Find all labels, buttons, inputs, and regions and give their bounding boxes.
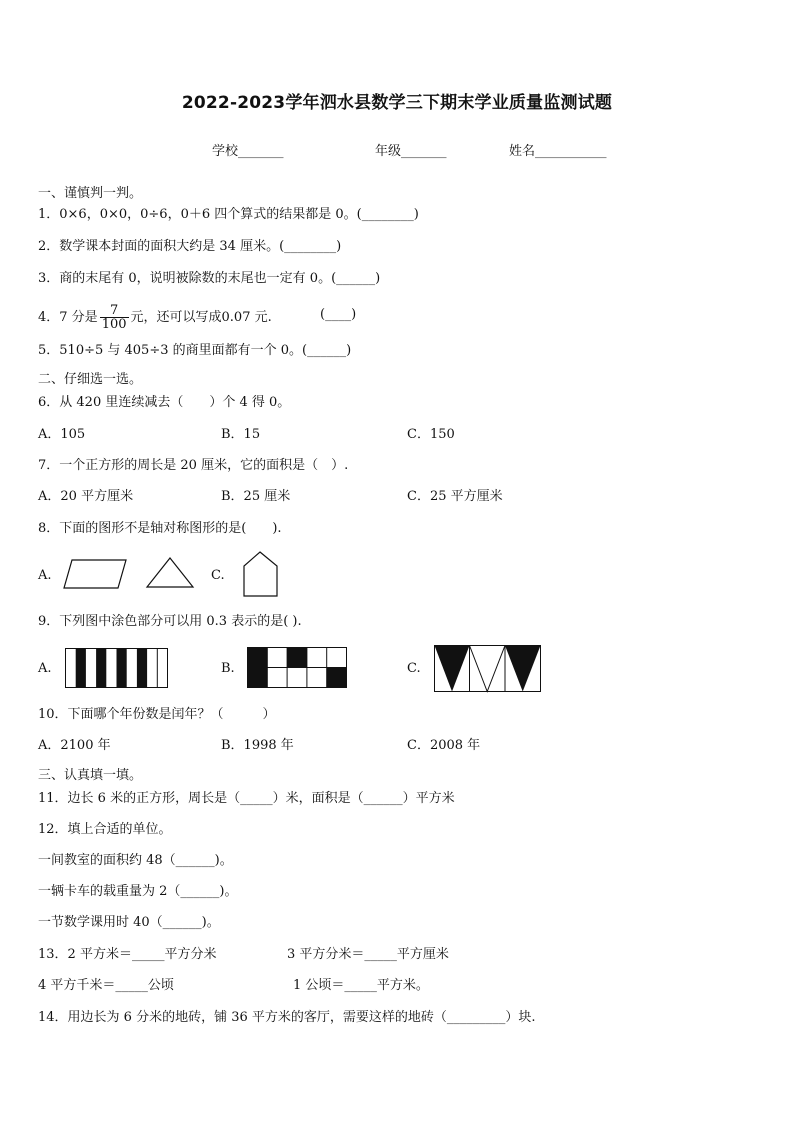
option-c: C．25 平方厘米	[407, 489, 503, 504]
option-c: C．150	[407, 427, 455, 442]
option-b-label: B.	[221, 661, 235, 676]
section-heading-2: 二、仔细选一选。	[38, 372, 143, 387]
grid-figure	[247, 647, 349, 689]
question-12-line-3: 一节数学课用时 40（______)。	[38, 915, 220, 930]
name-field: 姓名___________	[509, 144, 607, 159]
question-8: 8．下面的图形不是轴对称图形的是( ).	[38, 521, 282, 536]
section-heading-1: 一、谨慎判一判。	[38, 186, 143, 201]
question-4-prefix: 4．7 分是	[38, 310, 98, 325]
question-10: 10．下面哪个年份数是闰年？（ ）	[38, 707, 276, 722]
question-12-line-1: 一间教室的面积约 48（______)。	[38, 853, 233, 868]
option-a: A．105	[38, 427, 86, 442]
striped-bar-figure	[65, 648, 169, 690]
question-14: 14．用边长为 6 分米的地砖，铺 36 平方米的客厅，需要这样的地砖（_________）块.	[38, 1010, 536, 1025]
option-c-label: C.	[211, 568, 225, 583]
question-9: 9．下列图中涂色部分可以用 0.3 表示的是( ).	[38, 614, 302, 629]
fraction-denominator: 100	[101, 317, 127, 332]
option-b: B．25 厘米	[221, 489, 291, 504]
question-13-b: 3 平方分米＝_____平方厘米	[287, 947, 449, 962]
option-a-label: A.	[38, 661, 52, 676]
option-a: A．20 平方厘米	[38, 489, 134, 504]
question-12: 12．填上合适的单位。	[38, 822, 172, 837]
question-4	[38, 304, 272, 331]
page-title: 2022-2023学年泗水县数学三下期末学业质量监测试题	[181, 93, 613, 113]
option-c-label: C.	[407, 661, 421, 676]
school-field: 学校_______	[212, 144, 284, 159]
fraction-numerator: 7	[100, 304, 129, 318]
option-c: C．2008 年	[407, 738, 481, 753]
section-heading-3: 三、认真填一填。	[38, 768, 143, 783]
triangles-figure	[434, 645, 542, 693]
option-a-label: A.	[38, 568, 52, 583]
question-4-blank: (____)	[320, 307, 357, 322]
question-5: 5．510÷5 与 405÷3 的商里面都有一个 0。(______)	[38, 343, 352, 358]
fraction	[100, 304, 129, 331]
parallelogram-shape	[62, 558, 128, 590]
question-7: 7．一个正方形的周长是 20 厘米，它的面积是（ ）.	[38, 458, 349, 473]
question-2: 2．数学课本封面的面积大约是 34 厘米。(________)	[38, 239, 342, 254]
pentagon-house-shape	[242, 550, 280, 598]
question-12-line-2: 一辆卡车的载重量为 2（______)。	[38, 884, 238, 899]
question-13-d: 1 公顷＝_____平方米。	[293, 978, 429, 993]
question-13-c: 4 平方千米＝_____公顷	[38, 978, 174, 993]
question-13-a: 13．2 平方米＝_____平方分米	[38, 947, 217, 962]
question-4-suffix: 元，还可以写成0.07 元.	[130, 310, 272, 325]
question-3: 3．商的末尾有 0，说明被除数的末尾也一定有 0。(______)	[38, 271, 381, 286]
option-a: A．2100 年	[38, 738, 111, 753]
grade-field: 年级_______	[375, 144, 447, 159]
triangle-shape	[146, 556, 196, 590]
option-b: B．1998 年	[221, 738, 294, 753]
question-6: 6．从 420 里连续减去（ ）个 4 得 0。	[38, 395, 291, 410]
question-1: 1．0×6，0×0，0÷6，0＋6 四个算式的结果都是 0。(________)	[38, 207, 419, 222]
option-b: B．15	[221, 427, 261, 442]
question-11: 11．边长 6 米的正方形，周长是（_____）米，面积是（______）平方米	[38, 791, 455, 806]
